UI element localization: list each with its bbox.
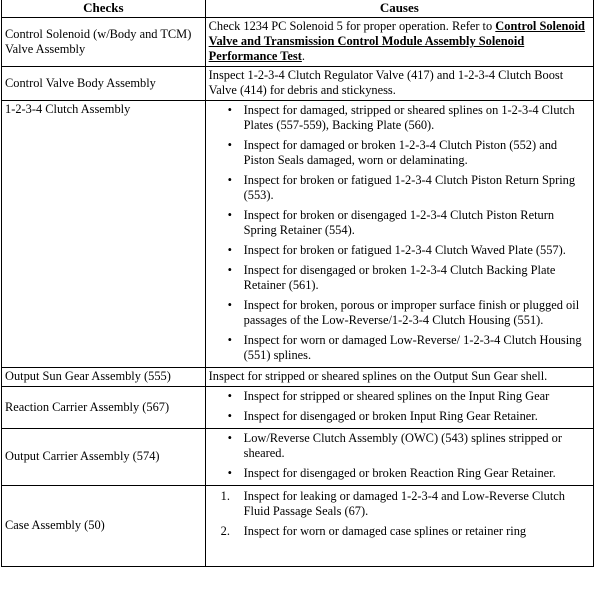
causes-header: Causes bbox=[205, 0, 593, 18]
list-item: • Inspect for disengaged or broken 1-2-3-4 Clutch Backing Plate Retainer (561). bbox=[244, 263, 590, 293]
diagnostic-table bbox=[1, 0, 594, 567]
table-row bbox=[2, 18, 594, 67]
list-item: • Inspect for damaged or broken 1-2-3-4 Clutch Piston (552) and Piston Seals damaged, worn or delaminating. bbox=[244, 138, 590, 168]
cause-list bbox=[209, 431, 590, 481]
cause-text-end: . bbox=[301, 49, 305, 63]
list-item: • Inspect for disengaged or broken Reaction Ring Gear Retainer. bbox=[244, 466, 590, 481]
cause-cell: Inspect 1-2-3-4 Clutch Regulator Valve (417) and 1-2-3-4 Clutch Boost Valve (414) for debris and stickyness. bbox=[205, 67, 593, 101]
cause-text: Check 1234 PC Solenoid 5 for proper operation. Refer to bbox=[208, 19, 496, 33]
list-item bbox=[220, 524, 590, 539]
solenoid-performance-test-link[interactable]: Control Solenoid Valve and Transmission Control Module Assembly Solenoid Performance Test bbox=[208, 19, 585, 63]
cause-cell bbox=[205, 387, 593, 429]
item-number: 1. bbox=[220, 489, 230, 503]
check-cell: Control Solenoid (w/Body and TCM) Valve Assembly bbox=[2, 18, 206, 67]
check-cell: Control Valve Body Assembly bbox=[2, 67, 206, 101]
item-number: 2. bbox=[220, 524, 230, 538]
list-item: • Inspect for worn or damaged Low-Reverse/ 1-2-3-4 Clutch Housing (551) splines. bbox=[244, 333, 590, 363]
list-item: • Inspect for broken, porous or improper surface finish or plugged oil passages of the Low-Reverse/1-2-3-4 Clutch Housing (551). bbox=[244, 298, 590, 328]
cause-cell: Inspect for stripped or sheared splines on the Output Sun Gear shell. bbox=[205, 368, 593, 387]
cause-list bbox=[209, 103, 590, 363]
item-text: Inspect for leaking or damaged 1-2-3-4 and Low-Reverse Clutch Fluid Passage Seals (67). bbox=[243, 489, 565, 518]
table-row bbox=[2, 368, 594, 387]
table-row bbox=[2, 429, 594, 486]
cause-list bbox=[209, 389, 590, 424]
table-row bbox=[2, 101, 594, 368]
check-cell: Output Sun Gear Assembly (555) bbox=[2, 368, 206, 387]
table-row bbox=[2, 387, 594, 429]
list-item bbox=[220, 489, 590, 519]
list-item: • Inspect for broken or fatigued 1-2-3-4 Clutch Piston Return Spring (553). bbox=[244, 173, 590, 203]
list-item: • Low/Reverse Clutch Assembly (OWC) (543) splines stripped or sheared. bbox=[244, 431, 590, 461]
check-cell: 1-2-3-4 Clutch Assembly bbox=[2, 101, 206, 368]
list-item: • Inspect for damaged, stripped or sheared splines on 1-2-3-4 Clutch Plates (557-559), Backing Plate (560). bbox=[244, 103, 590, 133]
checks-header: Checks bbox=[2, 0, 206, 18]
list-item: • Inspect for broken or disengaged 1-2-3-4 Clutch Piston Return Spring Retainer (554). bbox=[244, 208, 590, 238]
check-cell: Output Carrier Assembly (574) bbox=[2, 429, 206, 486]
cause-cell bbox=[205, 486, 593, 567]
cause-cell bbox=[205, 101, 593, 368]
cause-cell bbox=[205, 18, 593, 67]
cause-numbered-list bbox=[209, 489, 590, 539]
list-item: • Inspect for disengaged or broken Input Ring Gear Retainer. bbox=[244, 409, 590, 424]
header-row bbox=[2, 0, 594, 18]
cause-cell bbox=[205, 429, 593, 486]
check-cell: Case Assembly (50) bbox=[2, 486, 206, 567]
check-cell: Reaction Carrier Assembly (567) bbox=[2, 387, 206, 429]
item-text: Inspect for worn or damaged case splines or retainer ring bbox=[243, 524, 527, 538]
table-row bbox=[2, 486, 594, 567]
table-row bbox=[2, 67, 594, 101]
list-item: • Inspect for broken or fatigued 1-2-3-4 Clutch Waved Plate (557). bbox=[244, 243, 590, 258]
list-item: • Inspect for stripped or sheared splines on the Input Ring Gear bbox=[244, 389, 590, 404]
